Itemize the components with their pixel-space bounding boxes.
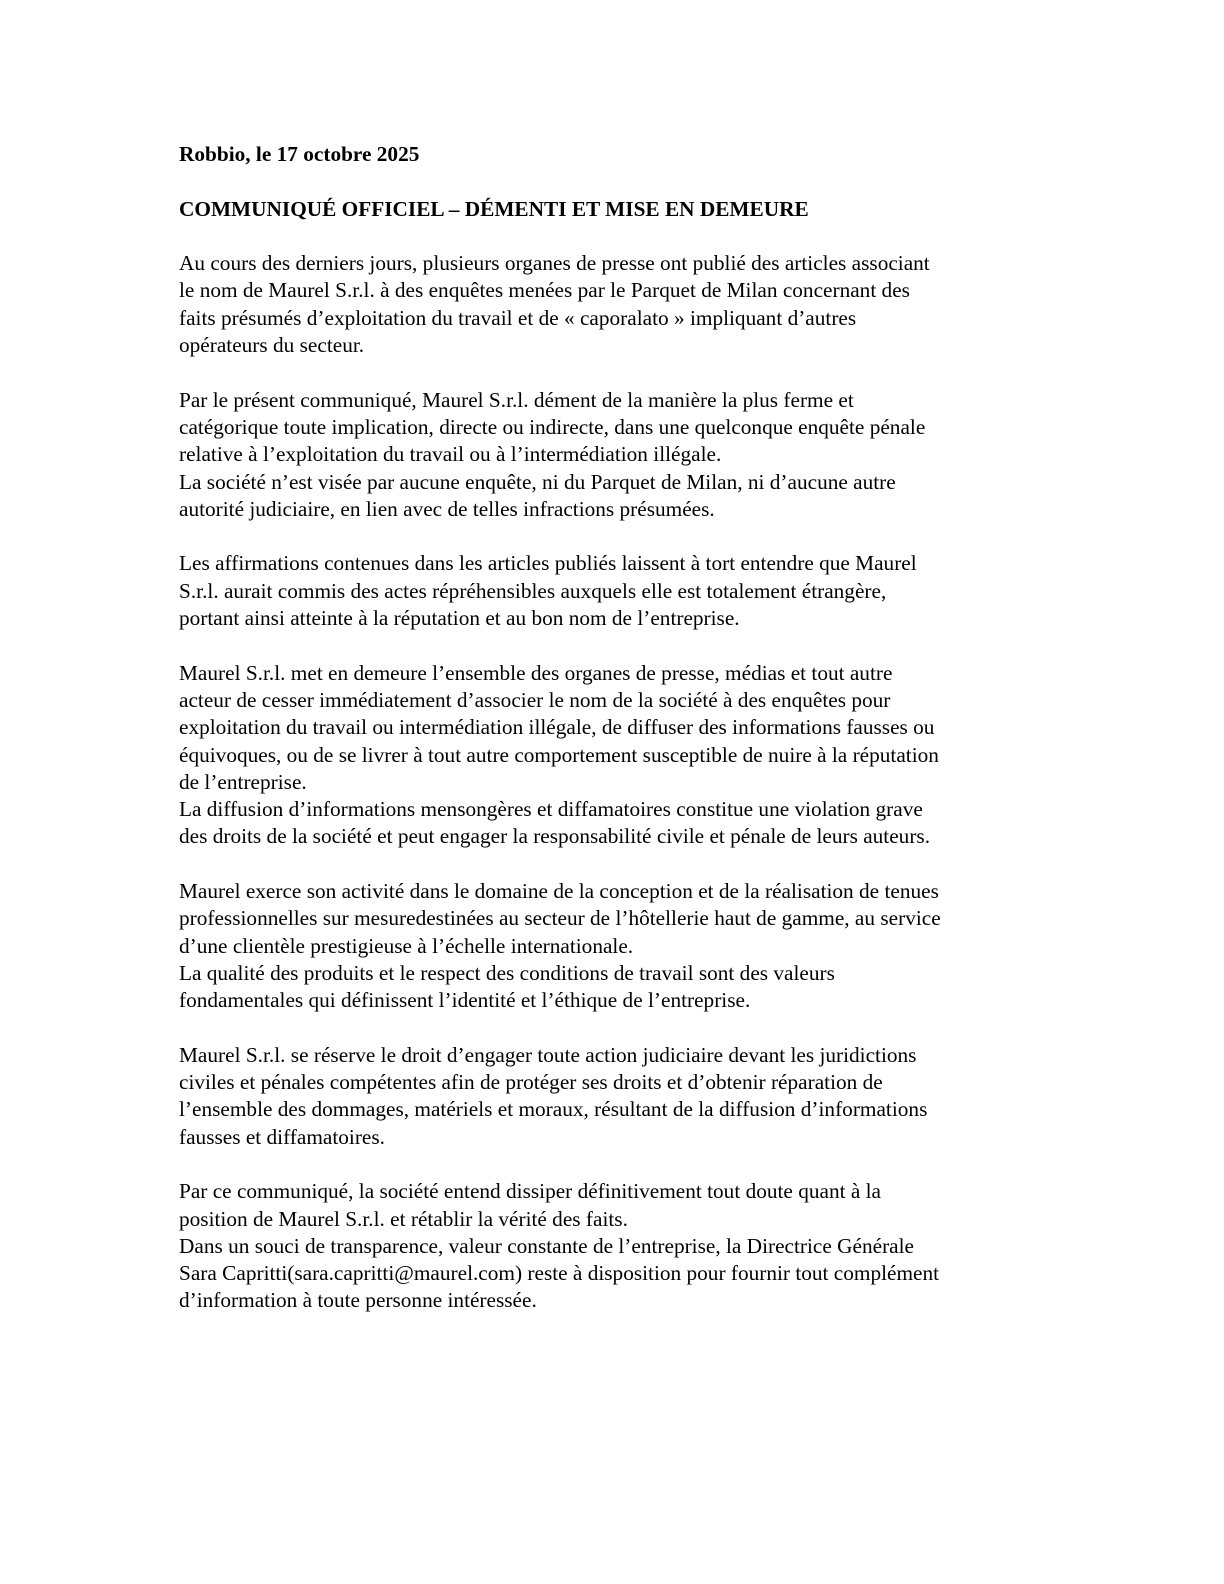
paragraph-press-articles xyxy=(179,250,1059,359)
paragraph-denial xyxy=(179,387,1059,523)
text-line: Les affirmations contenues dans les articles publiés laissent à tort entendre que Maurel xyxy=(179,551,917,576)
paragraph-closing-contact xyxy=(179,1178,1059,1314)
text-line: d’information à toute personne intéressée. xyxy=(179,1288,537,1313)
text-line: position de Maurel S.r.l. et rétablir la vérité des faits. xyxy=(179,1206,628,1231)
text-line: fausses et diffamatoires. xyxy=(179,1124,386,1149)
text-line: fondamentales qui définissent l’identité et l’éthique de l’entreprise. xyxy=(179,988,751,1013)
paragraph-legal-action xyxy=(179,1042,1059,1151)
text-line: d’une clientèle prestigieuse à l’échelle internationale. xyxy=(179,933,634,958)
text-line: La diffusion d’informations mensongères et diffamatoires constitue une violation grave xyxy=(179,797,923,822)
text-line: autorité judiciaire, en lien avec de telles infractions présumées. xyxy=(179,496,715,521)
paragraph-formal-notice xyxy=(179,660,1059,851)
text-line: acteur de cesser immédiatement d’associer le nom de la société à des enquêtes pour xyxy=(179,687,891,712)
text-line: exploitation du travail ou intermédiation illégale, de diffuser des informations fausses ou xyxy=(179,715,935,740)
text-line: La société n’est visée par aucune enquête, ni du Parquet de Milan, ni d’aucune autre xyxy=(179,469,896,494)
text-line: relative à l’exploitation du travail ou à l’intermédiation illégale. xyxy=(179,442,722,467)
document-title: COMMUNIQUÉ OFFICIEL – DÉMENTI ET MISE EN DEMEURE xyxy=(179,196,809,221)
text-line: opérateurs du secteur. xyxy=(179,333,365,358)
text-line: faits présumés d’exploitation du travail et de « caporalato » impliquant d’autres xyxy=(179,305,857,330)
text-line: de l’entreprise. xyxy=(179,769,307,794)
text-line: Maurel exerce son activité dans le domaine de la conception et de la réalisation de tenues xyxy=(179,879,939,904)
text-line: catégorique toute implication, directe ou indirecte, dans une quelconque enquête pénale xyxy=(179,414,926,439)
text-line: professionnelles sur mesuredestinées au secteur de l’hôtellerie haut de gamme, au service xyxy=(179,906,941,931)
place-date: Robbio, le 17 octobre 2025 xyxy=(179,142,420,166)
text-line: Dans un souci de transparence, valeur constante de l’entreprise, la Directrice Générale xyxy=(179,1233,914,1258)
document-page xyxy=(179,141,1059,1342)
paragraph-company-activity xyxy=(179,878,1059,1014)
text-line: Par ce communiqué, la société entend dissiper définitivement tout doute quant à la xyxy=(179,1179,881,1204)
text-line: portant ainsi atteinte à la réputation et au bon nom de l’entreprise. xyxy=(179,606,740,631)
contact-email-line: Sara Capritti(sara.capritti@maurel.com) reste à disposition pour fournir tout complément xyxy=(179,1261,940,1286)
text-line: des droits de la société et peut engager la responsabilité civile et pénale de leurs auteurs. xyxy=(179,824,931,849)
text-line: civiles et pénales compétentes afin de protéger ses droits et d’obtenir réparation de xyxy=(179,1070,883,1095)
text-line: équivoques, ou de se livrer à tout autre comportement susceptible de nuire à la réputation xyxy=(179,742,939,767)
paragraph-allegations xyxy=(179,550,1059,632)
text-line: le nom de Maurel S.r.l. à des enquêtes menées par le Parquet de Milan concernant des xyxy=(179,278,910,303)
text-line: S.r.l. aurait commis des actes répréhensibles auxquels elle est totalement étrangère, xyxy=(179,578,887,603)
text-line: Maurel S.r.l. met en demeure l’ensemble des organes de presse, médias et tout autre xyxy=(179,660,893,685)
text-line: Par le présent communiqué, Maurel S.r.l. dément de la manière la plus ferme et xyxy=(179,387,854,412)
text-line: Au cours des derniers jours, plusieurs organes de presse ont publié des articles associant xyxy=(179,251,930,276)
text-line: l’ensemble des dommages, matériels et moraux, résultant de la diffusion d’informations xyxy=(179,1097,928,1122)
text-line: La qualité des produits et le respect des conditions de travail sont des valeurs xyxy=(179,960,835,985)
text-line: Maurel S.r.l. se réserve le droit d’engager toute action judiciaire devant les juridictions xyxy=(179,1042,917,1067)
